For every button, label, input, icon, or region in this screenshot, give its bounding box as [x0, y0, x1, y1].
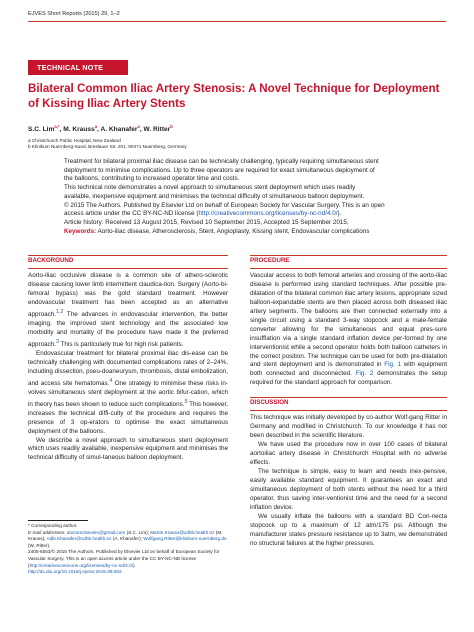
- email-label: E-mail addresses:: [28, 529, 66, 535]
- author-affiliation-marker: b: [170, 124, 173, 129]
- figure-link[interactable]: Fig. 1: [384, 361, 401, 369]
- email-owner: (M. Krauss);: [28, 529, 223, 542]
- paragraph: We usually inflate the balloons with a standard BD Con-necta stopcock up to a maximum of 12 atm/175 psi. Although the manufacturer states pressure resistance up to 3atm, we demonstrated no structural failures at the higher pressures.: [250, 512, 447, 547]
- corresponding-author-note: * Corresponding author.: [28, 523, 78, 528]
- paragraph-text: This however, increases the technical diffi-culty of the procedure and requires the presence of 3 op-erators to optimise the exact simultaneous deployment of the balloons.: [28, 400, 229, 435]
- abstract-line: © 2015 The Authors. Published by Elsevier Ltd on behalf of European Society for Vascular Surgery. This is an open: [64, 201, 385, 209]
- paragraph-text: Vascular access to both femoral arteries and crossing of the aorto-iliac disease is performed using standard techniques. After possible pre-dilatation of the bilateral common iliac artery lesions, appropriate sized balloon-expandable stents are then placed across both diseased iliac artery segments. The balloons are then connected externally into a single circuit using a standard 3-way stopcock and a male-female converter allowing for the simultaneous and equal pres-sure insufflation via a single standard inflation device per-formed by one interventionist while a second operator holds both balloon catheters in the correct position. The technique can be used for both pre-dilatation and stent deployment and is demonstrated in: [250, 271, 447, 369]
- citation[interactable]: 3: [56, 338, 59, 345]
- citation[interactable]: 1,2: [56, 308, 64, 315]
- header-rule: [28, 21, 446, 22]
- section-spacer: [250, 388, 447, 397]
- abstract-line: This technical note demonstrates a novel approach to simultaneous stent deployment which uses readily: [64, 184, 356, 192]
- figure-link[interactable]: Fig. 2: [355, 370, 374, 378]
- author-list: S.C. Lim$^{a,*}$, M. Krauss$^a$, A. Khanafer$^a$, W. Ritter$^b$: [28, 124, 173, 134]
- abstract: [64, 158, 440, 236]
- footnotes: [28, 520, 230, 576]
- author-affiliation-marker: a: [137, 124, 140, 129]
- right-column: [250, 255, 447, 549]
- article-history: Article history: Received 13 August 2015, Revised 10 September 2015, Accepted 15 September 2015,: [64, 218, 349, 226]
- author-name: M. Krauss: [63, 126, 95, 134]
- keywords: [64, 228, 440, 237]
- abstract-line: available, inexpensive equipment and minimises the technical difficulty of simultaneous balloon deployment.: [64, 192, 365, 200]
- section-heading-background: BACKGROUND: [28, 255, 228, 269]
- paragraph: This technique was initially developed by co-author Wolf-gang Ritter in Germany and modified in Christchurch. To our knowledge it has not been described in the scientific literature.: [250, 414, 447, 440]
- email-addresses: [28, 530, 230, 550]
- email-link[interactable]: Wolfgang.Ritter@klinikum-nuernberg.de: [143, 536, 227, 542]
- abstract-license: [64, 210, 440, 219]
- paragraph: [28, 350, 228, 437]
- author-affiliation-marker: a,*: [54, 124, 60, 129]
- paragraph-text: demonstrates the setup required for the standard approach for comparison.: [250, 370, 447, 387]
- author-affiliation-marker: a: [94, 124, 98, 129]
- doi-link[interactable]: http://dx.doi.org/10.1016/j.ejvssr.2015.09.002: [28, 569, 122, 575]
- citation[interactable]: 4: [109, 377, 113, 384]
- license-text: ).: [337, 210, 342, 218]
- left-column: [28, 255, 228, 463]
- citation[interactable]: 5: [184, 398, 188, 405]
- affiliation: a Christchurch Public Hospital, New Zealand: [28, 138, 121, 143]
- paragraph-text: with equipment both connected and disconnected.: [250, 361, 448, 378]
- author-name: W. Ritter: [143, 126, 171, 134]
- email-owner: (A. Khanafer);: [111, 536, 144, 542]
- paragraph-text: Endovascular treatment for bilateral proximal iliac dis-ease can be technically challenging with documented complications rates of 2–24%, including dissection, pseu-doaneurysm, thrombosis, distal embolization, and access site hematomas.: [28, 349, 228, 387]
- journal-reference: EJVES Short Reports (2015) 29, 1–2: [28, 11, 120, 17]
- section-heading-procedure: PROCEDURE: [250, 255, 447, 269]
- author-name: A. Khanafer: [100, 126, 138, 134]
- email-owner: (S.C. Lim);: [125, 529, 151, 535]
- abstract-line: deployment to minimise complications. Up to three operators are required for exact simultaneous deployment of: [64, 166, 375, 174]
- copyright-note: [28, 549, 230, 569]
- paragraph-text: This is particularly true for high risk patients.: [58, 340, 184, 348]
- email-link[interactable]: Adib.Khanafer@cdhb.health.nz: [46, 536, 112, 542]
- email-owner: (W. Ritter).: [28, 542, 51, 548]
- license-link[interactable]: http://creativecommons.org/licenses/by-nc-nd/4.0/: [198, 210, 338, 218]
- affiliation: b Klinikum Nuernberg-Sued, Breslauer Str. 201, 90471 Nuernberg, Germany: [28, 144, 187, 150]
- paragraph: We have used the procedure now in over 100 cases of bilateral aortoiliac artery disease in Christchurch Hospital with no adverse effects.: [250, 441, 447, 467]
- paragraph: The technique is simple, easy to learn and needs inex-pensive, easily available standard equipment. It guarantees an exact and simultaneous deployment of both stents without the need for a third operator, thus saving inter-ventionist time and the need for a second inflation device.: [250, 468, 447, 511]
- article-title: Bilateral Common Iliac Artery Stenosis: A Novel Technique for Deployment of Kissing Iliac Artery Stents: [28, 82, 440, 110]
- license-link[interactable]: http://creativecommons.org/licenses/by-nc-nd/4.0/: [29, 562, 133, 568]
- paragraph: [28, 272, 228, 350]
- section-heading-discussion: DISCUSSION: [250, 397, 447, 411]
- email-link[interactable]: Martin.Krauss@cdhb.health.nz: [150, 529, 215, 535]
- paragraph: [250, 272, 447, 388]
- paragraph-text: The advances in endovascular intervention, the better imaging, the improved stent technology and the associated low morbidity and mortality of the procedure have made it the preferred approach.: [28, 310, 228, 348]
- author-name: S.C. Lim: [28, 126, 55, 134]
- license-text: access article under the CC BY-NC-ND license (: [64, 210, 199, 218]
- copyright-text: 2405-6553/© 2015 The Authors. Published by Elsevier Ltd on behalf of European Society for Vascular Surgery. This is an open access article under the CC BY-NC-ND license (: [28, 549, 220, 568]
- copyright-text: ).: [133, 562, 136, 568]
- keywords-label: Keywords:: [64, 227, 97, 235]
- keywords-list: Aorto-iliac disease, Atherosclerosis, Stent, Angioplasty, Kissing stent, Endovascular complications: [97, 227, 370, 235]
- abstract-line: Treatment for bilateral proximal iliac disease can be technically challenging, typically requiring simultaneous stent: [64, 158, 379, 165]
- abstract-line: the balloons, contributing to increased operator time and costs.: [64, 175, 240, 183]
- email-link[interactable]: doctorsclsevien@gmail.com: [66, 529, 126, 535]
- paragraph: We describe a novel approach to simultaneous stent deployment which uses readily available, inexpensive equipment and minimises the technical difficulty of simul-taneous balloon deployment.: [28, 436, 228, 462]
- paragraph-text: One strategy to minimise these risks in-volves simultaneous stent deployment at the aortic bifur-cation, which in theory has been shown to reduce such complications.: [28, 379, 228, 408]
- affiliations: [28, 138, 187, 151]
- footnote-separator: [28, 520, 88, 521]
- paragraph-text: Aorto-iliac occlusive disease is a common site of athero-sclerotic disease causing lower limb intermittent claudica-tion. Surgery (Aorto-bi-femoral bypass) was the gold standard treatment. However endovascular treatment has been accepted as an alternative approach.: [28, 271, 228, 318]
- section-label: TECHNICAL NOTE: [28, 60, 128, 75]
